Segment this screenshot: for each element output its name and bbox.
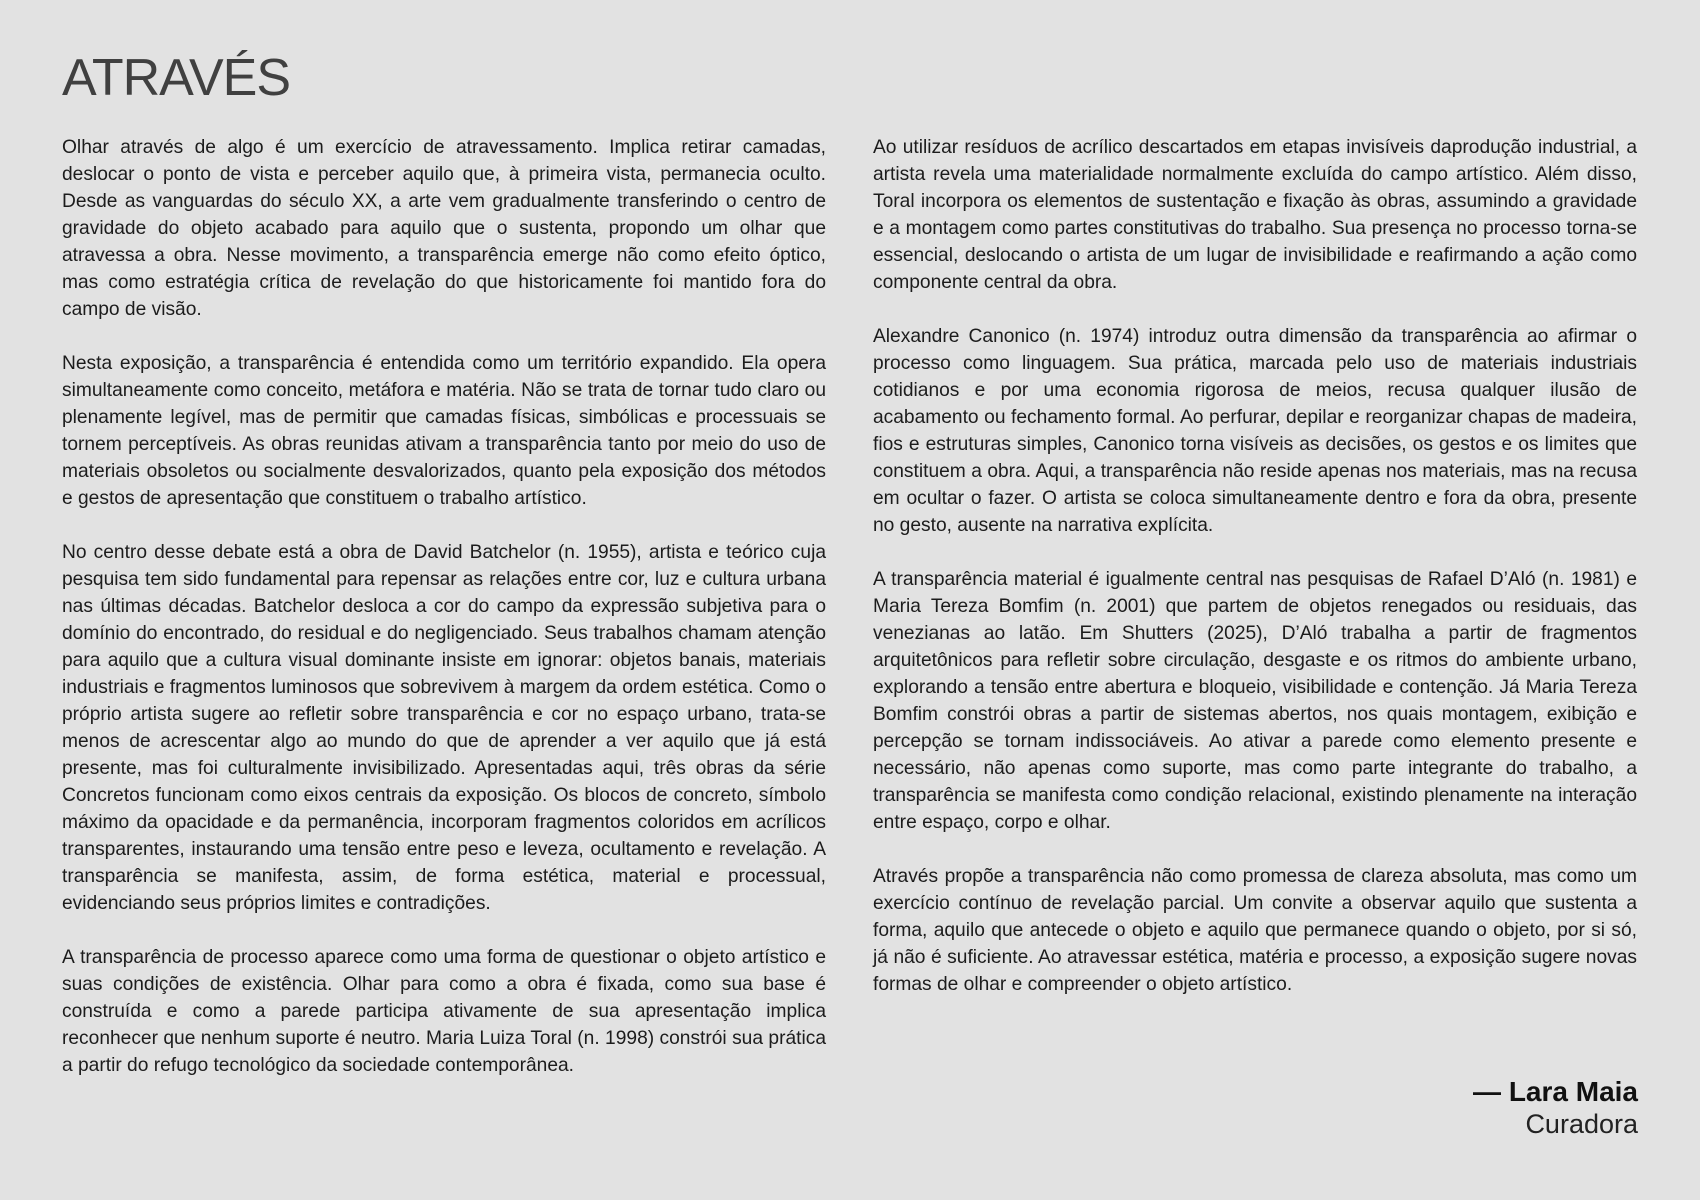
paragraph: Através propõe a transparência não como promessa de clareza absoluta, mas como um exercício contínuo de revelação parcial. Um convite a observar aquilo que sustenta a forma, aquilo que antecede o objeto e aquilo que permanece quando o objeto, por si só, já não é suficiente. Ao atravessar estética, matéria e processo, a exposição sugere novas formas de olhar e compreender o objeto artístico. — [873, 866, 1637, 995]
paragraph: Olhar através de algo é um exercício de atravessamento. Implica retirar camadas, deslocar o ponto de vista e perceber aquilo que, à primeira vista, permanecia oculto. Desde as vanguardas do século XX, a arte vem gradualmente transferindo o centro de gravidade do objeto acabado para aquilo que o sustenta, propondo um olhar que atravessa a obra. Nesse movimento, a transparência emerge não como efeito óptico, mas como estratégia crítica de revelação do que historicamente foi mantido fora do campo de visão. — [62, 137, 826, 320]
curator-name: — Lara Maia — [1473, 1076, 1638, 1107]
paragraph: Ao utilizar resíduos de acrílico descartados em etapas invisíveis daprodução industrial, a artista revela uma materialidade normalmente excluída do campo artístico. Além disso, Toral incorpora os elementos de sustentação e fixação às obras, assumindo a gravidade e a montagem como partes constitutivas do trabalho. Sua presença no processo torna-se essencial, deslocando o artista de um lugar de invisibilidade e reafirmando a ação como componente central da obra. — [873, 137, 1637, 293]
paragraph: Alexandre Canonico (n. 1974) introduz outra dimensão da transparência ao afirmar o processo como linguagem. Sua prática, marcada pelo uso de materiais industriais cotidianos e por uma economia rigorosa de meios, recusa qualquer ilusão de acabamento ou fechamento formal. Ao perfurar, depilar e reorganizar chapas de madeira, fios e estruturas simples, Canonico torna visíveis as decisões, os gestos e os limites que constituem a obra. Aqui, a transparência não reside apenas nos materiais, mas na recusa em ocultar o fazer. O artista se coloca simultaneamente dentro e fora da obra, presente no gesto, ausente na narrativa explícita. — [873, 326, 1637, 536]
curator-role: Curadora — [1525, 1109, 1638, 1139]
curator-signature — [1473, 1076, 1638, 1140]
paragraph: Nesta exposição, a transparência é entendida como um território expandido. Ela opera simultaneamente como conceito, metáfora e matéria. Não se trata de tornar tudo claro ou plenamente legível, mas de permitir que camadas físicas, simbólicas e processuais se tornem perceptíveis. As obras reunidas ativam a transparência tanto por meio do uso de materiais obsoletos ou socialmente desvalorizados, quanto pela exposição dos métodos e gestos de apresentação que constituem o trabalho artístico. — [62, 353, 826, 509]
paragraph: A transparência de processo aparece como uma forma de questionar o objeto artístico e suas condições de existência. Olhar para como a obra é fixada, como sua base é construída e como a parede participa ativamente de sua apresentação implica reconhecer que nenhum suporte é neutro. Maria Luiza Toral (n. 1998) constrói sua prática a partir do refugo tecnológico da sociedade contemporânea. — [62, 947, 826, 1076]
right-text-column — [873, 134, 1637, 1025]
left-text-column — [62, 134, 826, 1106]
page-title: ATRAVÉS — [62, 49, 291, 107]
paragraph: No centro desse debate está a obra de David Batchelor (n. 1955), artista e teórico cuja pesquisa tem sido fundamental para repensar as relações entre cor, luz e cultura urbana nas últimas décadas. Batchelor desloca a cor do campo da expressão subjetiva para o domínio do encontrado, do residual e do negligenciado. Seus trabalhos chamam atenção para aquilo que a cultura visual dominante insiste em ignorar: objetos banais, materiais industriais e fragmentos luminosos que sobrevivem à margem da ordem estética. Como o próprio artista sugere ao refletir sobre transparência e cor no espaço urbano, trata-se menos de acrescentar algo ao mundo do que de aprender a ver aquilo que já está presente, mas foi culturalmente invisibilizado. Apresentadas aqui, três obras da série Concretos funcionam como eixos centrais da exposição. Os blocos de concreto, símbolo máximo da opacidade e da permanência, incorporam fragmentos coloridos em acrílicos transparentes, instaurando uma tensão entre peso e leveza, ocultamento e revelação. A transparência se manifesta, assim, de forma estética, material e processual, evidenciando seus próprios limites e contradições. — [62, 542, 826, 914]
paragraph: A transparência material é igualmente central nas pesquisas de Rafael D’Aló (n. 1981) e Maria Tereza Bomfim (n. 2001) que partem de objetos renegados ou residuais, das venezianas ao latão. Em Shutters (2025), D’Aló trabalha a partir de fragmentos arquitetônicos para refletir sobre circulação, desgaste e os ritmos do ambiente urbano, explorando a tensão entre abertura e bloqueio, visibilidade e contenção. Já Maria Tereza Bomfim constrói obras a partir de sistemas abertos, nos quais montagem, exibição e percepção se tornam indissociáveis. Ao ativar a parede como elemento presente e necessário, não apenas como suporte, mas como parte integrante do trabalho, a transparência se manifesta como condição relacional, existindo plenamente na interação entre espaço, corpo e olhar. — [873, 569, 1637, 833]
